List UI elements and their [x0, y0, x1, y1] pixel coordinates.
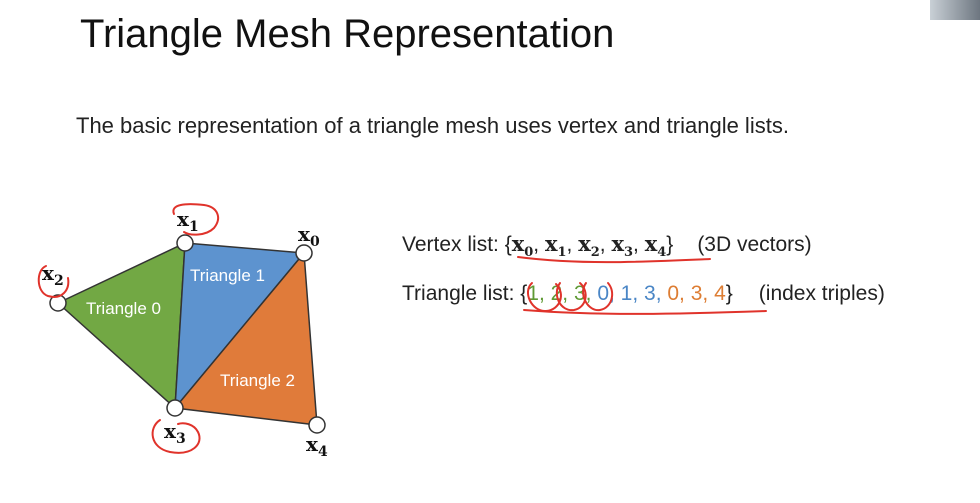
slide-subtitle: The basic representation of a triangle mesh uses vertex and triangle lists.: [76, 113, 789, 138]
triangle-list: [402, 282, 885, 306]
vertex-list-x0: $x_0$: [511, 231, 534, 261]
vertex-list: [402, 231, 812, 260]
vertex-3-label: x3: [164, 419, 186, 447]
triangle-1-indices: 0, 1, 3,: [597, 282, 668, 305]
triangle-2-label: Triangle 2: [220, 371, 295, 390]
vertex-2-point: [50, 295, 66, 311]
vertex-list-x3: $x_3$: [611, 231, 634, 261]
triangle-0-label: Triangle 0: [86, 299, 161, 318]
vertex-0-label: x0: [298, 222, 320, 250]
triangle-2-indices: 0, 3, 4: [667, 282, 726, 305]
vertex-3-point: [167, 400, 183, 416]
slide-title: Triangle Mesh Representation: [80, 12, 615, 56]
vertex-list-x4: $x_4$: [644, 231, 667, 261]
vertex-list-x1: $x_1$: [544, 231, 567, 261]
vertex-4-label: x4: [306, 432, 328, 460]
triangle-1-label: Triangle 1: [190, 266, 265, 285]
vertex-list-prefix: Vertex list: {: [402, 233, 512, 256]
vertex-list-suffix: }: [666, 233, 674, 256]
vertex-1-point: [177, 235, 193, 251]
vertex-list-x2: $x_2$: [578, 231, 600, 261]
vertex-list-sep: ,: [566, 233, 579, 256]
triangle-list-prefix: Triangle list: {: [402, 282, 528, 305]
vertex-list-sep: ,: [533, 233, 545, 256]
vertex-1-label: x1: [177, 207, 199, 235]
vertex-list-sep: ,: [633, 233, 645, 256]
triangle-list-suffix: }: [725, 282, 733, 305]
triangle-0-shape: [58, 243, 185, 408]
vertex-list-note: (3D vectors): [697, 233, 812, 256]
vertex-2-label: x2: [42, 261, 64, 289]
triangle-list-note: (index triples): [758, 282, 885, 305]
triangle-0-indices: 1, 2, 3,: [527, 282, 598, 305]
vertex-list-sep: ,: [599, 233, 612, 256]
vertex-4-point: [309, 417, 325, 433]
